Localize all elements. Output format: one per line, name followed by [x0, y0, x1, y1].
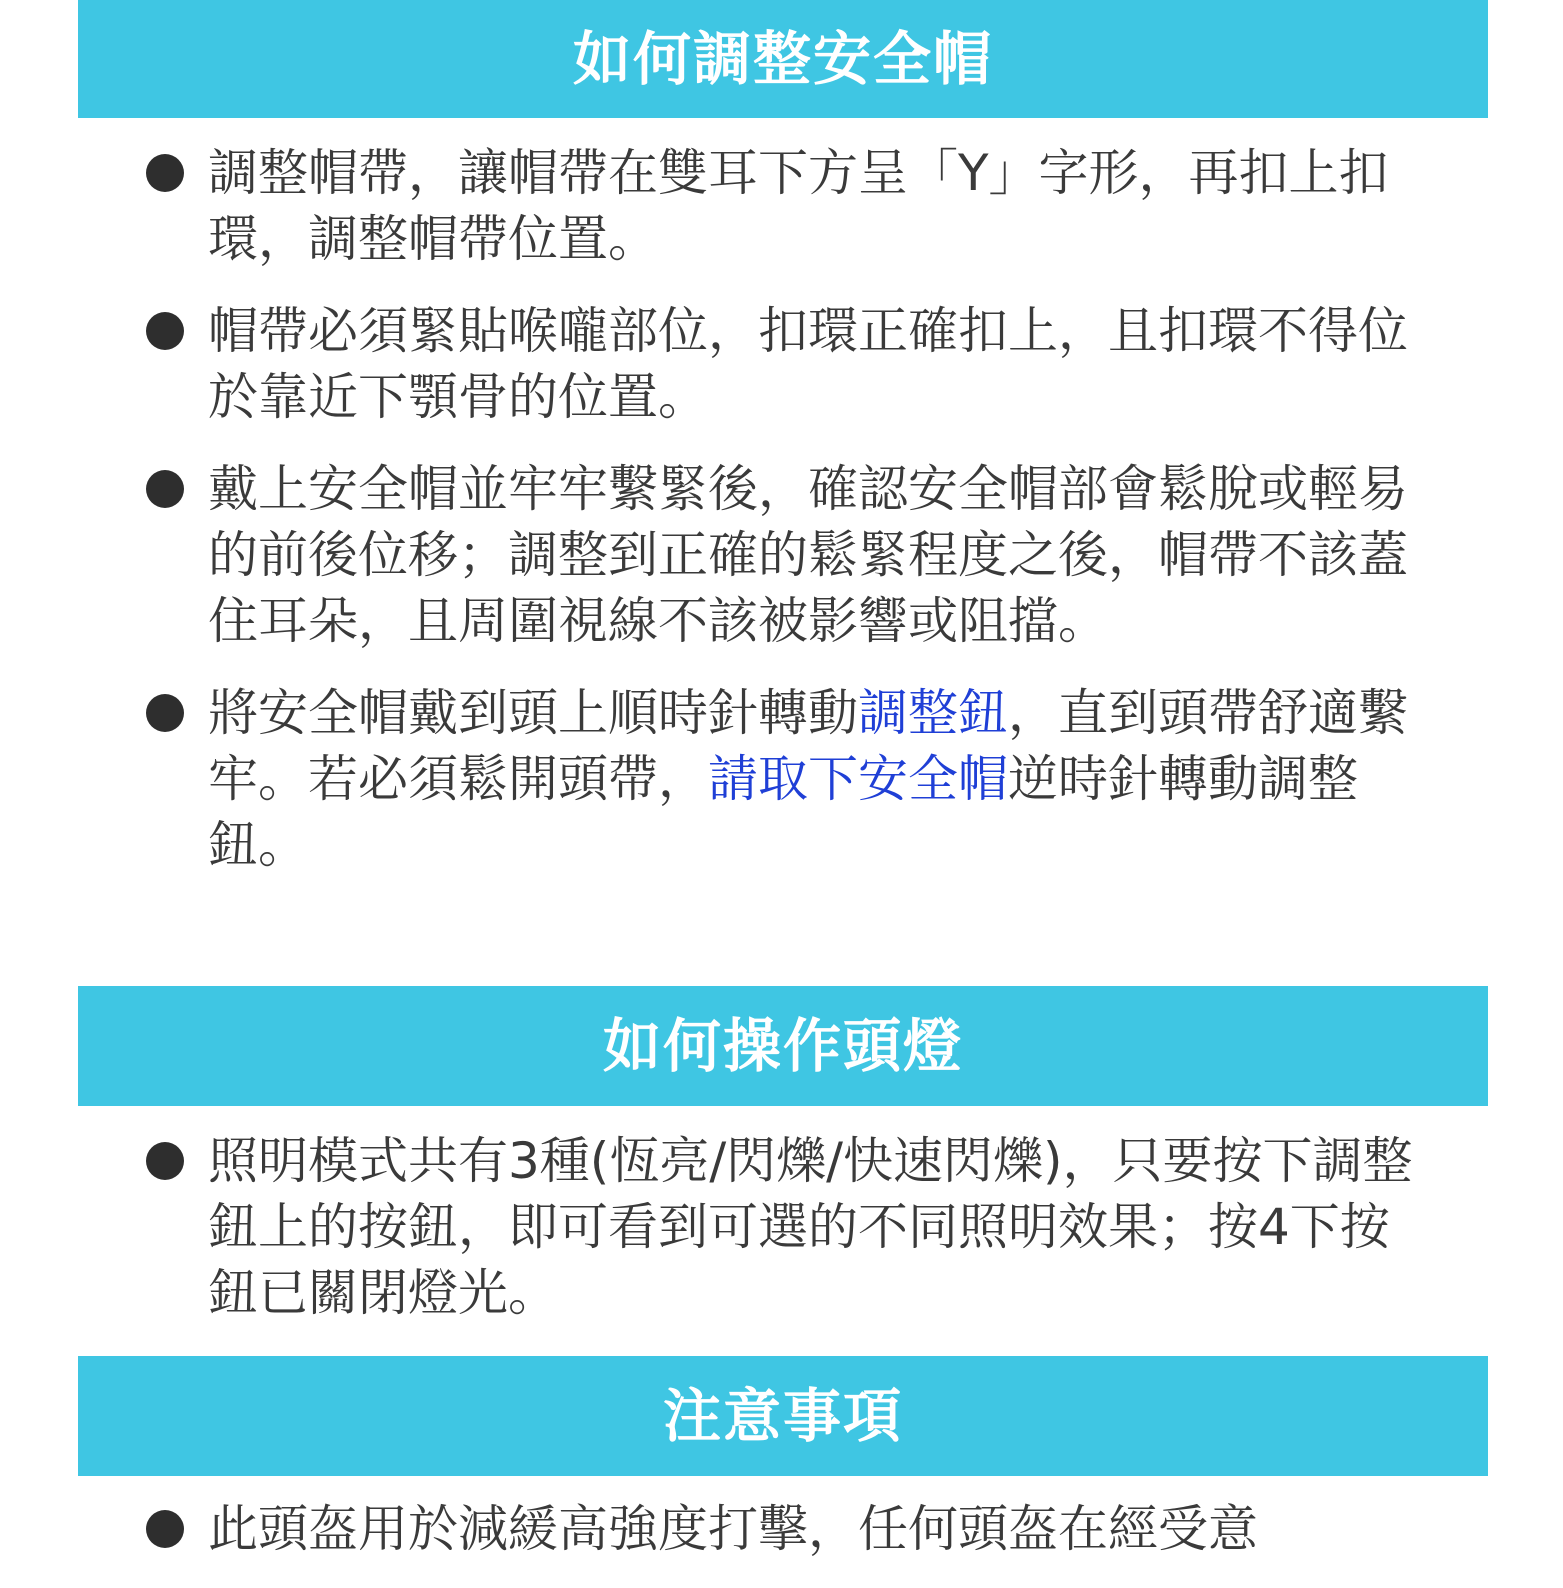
highlight-adjust-knob: 調整鈕 — [858, 684, 1008, 742]
bullet-dot-icon — [146, 1510, 184, 1548]
section-title: 如何調整安全帽 — [572, 25, 993, 93]
list-item-text: 照明模式共有3種(恆亮/閃爍/快速閃爍)，只要按下調整鈕上的按鈕，即可看到可選的不同照明效果；按4下按鈕已關閉燈光。 — [208, 1132, 1413, 1322]
bullet-list-headlamp — [78, 1128, 1488, 1352]
bullet-dot-icon — [146, 154, 184, 192]
bullet-dot-icon — [146, 312, 184, 350]
section-header-headlamp — [78, 986, 1488, 1106]
bullet-dot-icon — [146, 1142, 184, 1180]
bullet-list-adjust-helmet — [78, 140, 1488, 904]
list-item-text: 將安全帽戴到頭上順時針轉動 — [208, 684, 858, 742]
section-title: 如何操作頭燈 — [602, 1012, 963, 1080]
list-item-text: 此頭盔用於減緩高強度打擊，任何頭盔在經受意 — [208, 1500, 1258, 1558]
highlight-remove-helmet: 請取下安全帽 — [708, 750, 1008, 808]
list-item-text: 帽帶必須緊貼喉嚨部位，扣環正確扣上，且扣環不得位於靠近下顎骨的位置。 — [208, 302, 1408, 426]
section-header-adjust-helmet — [78, 0, 1488, 118]
list-item-text: ，直到頭帶舒適繫牢。若必須鬆開頭帶， — [208, 684, 1408, 808]
list-item — [78, 298, 1488, 430]
list-item — [78, 1496, 1488, 1562]
page — [78, 0, 1488, 1564]
list-item-text: 調整帽帶，讓帽帶在雙耳下方呈「Y」字形，再扣上扣環，調整帽帶位置。 — [208, 144, 1389, 268]
list-item — [78, 680, 1488, 878]
list-item — [78, 456, 1488, 654]
list-item-text: 逆時針轉動調整鈕。 — [208, 750, 1358, 874]
bullet-dot-icon — [146, 470, 184, 508]
list-item-text: 戴上安全帽並牢牢繫緊後，確認安全帽部會鬆脫或輕易的前後位移；調整到正確的鬆緊程度之後，帽帶不該蓋住耳朵，且周圍視線不該被影響或阻擋。 — [208, 460, 1408, 650]
section-title: 注意事項 — [662, 1382, 903, 1450]
bullet-dot-icon — [146, 694, 184, 732]
list-item — [78, 1128, 1488, 1326]
bullet-list-notes — [78, 1496, 1488, 1588]
list-item — [78, 140, 1488, 272]
section-header-notes — [78, 1356, 1488, 1476]
